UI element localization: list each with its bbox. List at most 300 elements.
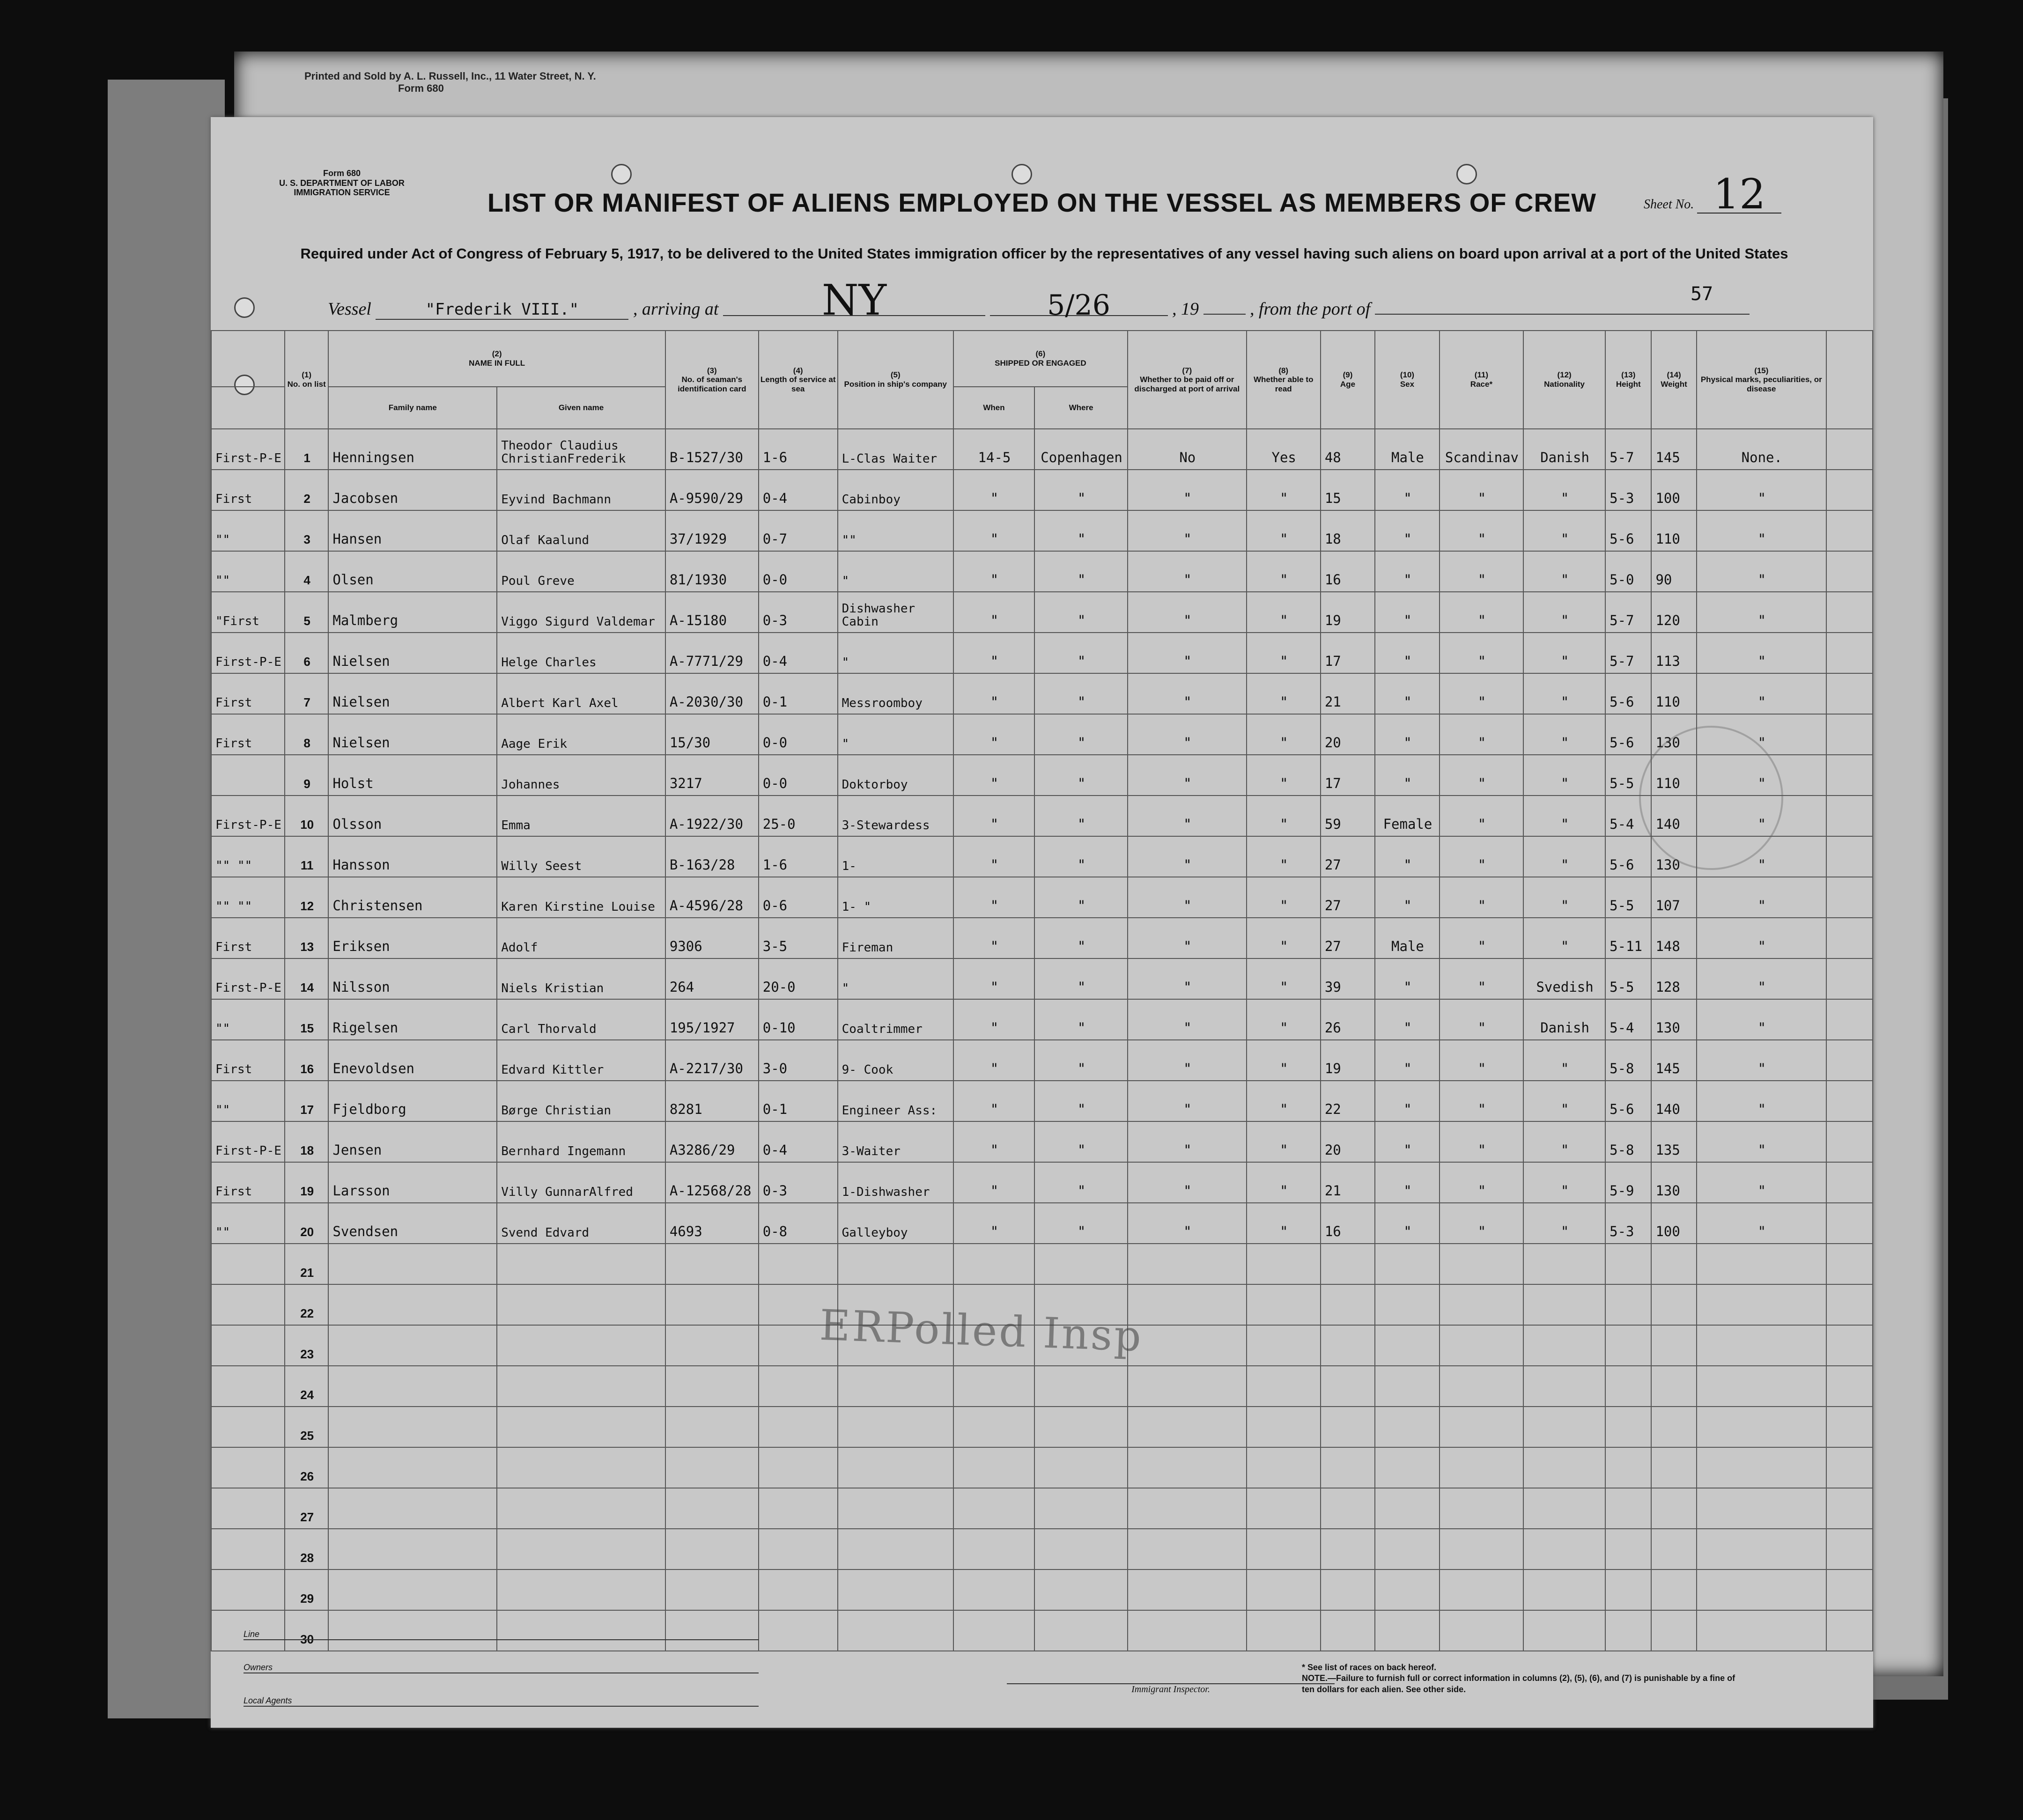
ship-position: " xyxy=(838,551,953,592)
service-length: 1-6 xyxy=(759,836,838,877)
empty-cell xyxy=(665,1366,759,1407)
empty-cell xyxy=(1605,1569,1651,1610)
shipped-when: " xyxy=(953,1203,1034,1244)
empty-cell xyxy=(1697,1325,1826,1366)
given-name: Aage Erik xyxy=(497,714,665,755)
empty-cell xyxy=(1826,1244,1873,1284)
empty-cell xyxy=(759,1244,838,1284)
shipped-when: " xyxy=(953,1040,1034,1081)
weight: 110 xyxy=(1651,510,1696,551)
empty-cell xyxy=(1826,1610,1873,1651)
form-reference: Form 680 U. S. DEPARTMENT OF LABOR IMMIGRATION SERVICE xyxy=(279,169,405,198)
shipped-where: " xyxy=(1034,1081,1128,1121)
given-name: Willy Seest xyxy=(497,836,665,877)
empty-cell xyxy=(497,1447,665,1488)
given-name: Karen Kirstine Louise xyxy=(497,877,665,918)
page-number: 57 xyxy=(1691,283,1713,305)
faint-stamp xyxy=(1639,726,1783,870)
empty-cell xyxy=(497,1529,665,1569)
row-number: 3 xyxy=(285,510,329,551)
family-name: Larsson xyxy=(328,1162,497,1203)
ship-position: Cabinboy xyxy=(838,470,953,510)
height: 5-7 xyxy=(1605,633,1651,673)
given-name: Poul Greve xyxy=(497,551,665,592)
nationality: " xyxy=(1523,1203,1605,1244)
extra-cell xyxy=(1826,470,1873,510)
family-name: Malmberg xyxy=(328,592,497,633)
id-card-number: 264 xyxy=(665,958,759,999)
empty-cell xyxy=(759,1366,838,1407)
nationality: " xyxy=(1523,1081,1605,1121)
race: " xyxy=(1440,673,1523,714)
service-length: 0-1 xyxy=(759,673,838,714)
empty-cell xyxy=(1440,1244,1523,1284)
empty-cell xyxy=(328,1366,497,1407)
service-length: 20-0 xyxy=(759,958,838,999)
shipped-where: " xyxy=(1034,633,1128,673)
service-length: 1-6 xyxy=(759,429,838,470)
col-shipped-header: (6) SHIPPED OR ENGAGED xyxy=(953,331,1128,387)
arrival-date: 5/26 xyxy=(990,295,1168,316)
empty-cell xyxy=(1826,1569,1873,1610)
empty-cell xyxy=(1128,1610,1247,1651)
empty-cell xyxy=(497,1488,665,1529)
service-length: 0-7 xyxy=(759,510,838,551)
height: 5-5 xyxy=(1605,755,1651,796)
row-number: 5 xyxy=(285,592,329,633)
weight: 113 xyxy=(1651,633,1696,673)
nationality: " xyxy=(1523,796,1605,836)
arrival-year xyxy=(1203,314,1246,315)
age: 15 xyxy=(1321,470,1375,510)
empty-cell xyxy=(1440,1325,1523,1366)
empty-cell xyxy=(1034,1407,1128,1447)
empty-cell xyxy=(1651,1610,1696,1651)
row-number: 2 xyxy=(285,470,329,510)
sheet-number-value: 12 xyxy=(1697,176,1781,214)
row-note: First xyxy=(211,1162,285,1203)
empty-cell xyxy=(1247,1488,1321,1529)
empty-cell xyxy=(1247,1529,1321,1569)
able-to-read: " xyxy=(1247,592,1321,633)
able-to-read: " xyxy=(1247,796,1321,836)
empty-cell xyxy=(328,1569,497,1610)
empty-cell xyxy=(1605,1529,1651,1569)
empty-cell xyxy=(1651,1488,1696,1529)
empty-cell xyxy=(1826,1284,1873,1325)
col-sex-header: (10) Sex xyxy=(1375,331,1440,429)
able-to-read: " xyxy=(1247,551,1321,592)
weight: 145 xyxy=(1651,1040,1696,1081)
service-length: 0-3 xyxy=(759,592,838,633)
empty-cell xyxy=(1375,1366,1440,1407)
table-row xyxy=(211,1162,1873,1203)
height: 5-11 xyxy=(1605,918,1651,958)
row-note: First-P-E xyxy=(211,633,285,673)
given-name: Olaf Kaalund xyxy=(497,510,665,551)
empty-cell xyxy=(211,1284,285,1325)
table-row xyxy=(211,1407,1873,1447)
ship-position: L-Clas Waiter xyxy=(838,429,953,470)
empty-cell xyxy=(211,1244,285,1284)
shipped-where: " xyxy=(1034,999,1128,1040)
id-card-number: A-2217/30 xyxy=(665,1040,759,1081)
id-card-number: 9306 xyxy=(665,918,759,958)
extra-cell xyxy=(1826,1203,1873,1244)
shipped-where: " xyxy=(1034,1203,1128,1244)
empty-cell xyxy=(497,1325,665,1366)
id-card-number: B-1527/30 xyxy=(665,429,759,470)
row-note: "" "" xyxy=(211,877,285,918)
id-card-number: A-15180 xyxy=(665,592,759,633)
sex: " xyxy=(1375,1203,1440,1244)
physical-marks: " xyxy=(1697,796,1826,836)
manifest-rows xyxy=(211,429,1873,1651)
ship-position: Engineer Ass: xyxy=(838,1081,953,1121)
binder-left-edge xyxy=(108,80,225,1718)
height: 5-7 xyxy=(1605,429,1651,470)
table-row xyxy=(211,918,1873,958)
ship-position: Galleyboy xyxy=(838,1203,953,1244)
extra-cell xyxy=(1826,1121,1873,1162)
age: 20 xyxy=(1321,1121,1375,1162)
empty-cell xyxy=(1128,1488,1247,1529)
paid-off: " xyxy=(1128,918,1247,958)
extra-cell xyxy=(1826,999,1873,1040)
empty-cell xyxy=(665,1244,759,1284)
physical-marks: " xyxy=(1697,918,1826,958)
row-note: First-P-E xyxy=(211,796,285,836)
table-row xyxy=(211,877,1873,918)
empty-cell xyxy=(1247,1244,1321,1284)
shipped-where: " xyxy=(1034,918,1128,958)
empty-cell xyxy=(1651,1325,1696,1366)
shipped-where: " xyxy=(1034,592,1128,633)
sex: " xyxy=(1375,877,1440,918)
weight: 128 xyxy=(1651,958,1696,999)
sex: " xyxy=(1375,633,1440,673)
col-age-header: (9) Age xyxy=(1321,331,1375,429)
empty-cell xyxy=(1523,1325,1605,1366)
age: 17 xyxy=(1321,633,1375,673)
table-row xyxy=(211,1203,1873,1244)
empty-cell xyxy=(1128,1447,1247,1488)
race: " xyxy=(1440,470,1523,510)
id-card-number: 15/30 xyxy=(665,714,759,755)
row-number: 24 xyxy=(285,1366,329,1407)
able-to-read: " xyxy=(1247,714,1321,755)
weight: 148 xyxy=(1651,918,1696,958)
nationality: " xyxy=(1523,877,1605,918)
col-family-name-header: Family name xyxy=(328,387,497,429)
weight: 145 xyxy=(1651,429,1696,470)
row-note: "" xyxy=(211,1203,285,1244)
age: 59 xyxy=(1321,796,1375,836)
empty-cell xyxy=(1651,1569,1696,1610)
paid-off: " xyxy=(1128,1203,1247,1244)
able-to-read: " xyxy=(1247,999,1321,1040)
height: 5-0 xyxy=(1605,551,1651,592)
margin-header xyxy=(211,331,285,387)
height: 5-5 xyxy=(1605,877,1651,918)
ship-position: "" xyxy=(838,510,953,551)
race: " xyxy=(1440,1162,1523,1203)
physical-marks: " xyxy=(1697,1040,1826,1081)
given-name: Johannes xyxy=(497,755,665,796)
weight: 130 xyxy=(1651,1162,1696,1203)
col-weight-header: (14) Weight xyxy=(1651,331,1696,429)
extra-cell xyxy=(1826,1081,1873,1121)
physical-marks: " xyxy=(1697,1081,1826,1121)
col-height-header: (13) Height xyxy=(1605,331,1651,429)
weight: 140 xyxy=(1651,1081,1696,1121)
row-number: 27 xyxy=(285,1488,329,1529)
row-number: 22 xyxy=(285,1284,329,1325)
empty-cell xyxy=(1697,1488,1826,1529)
nationality: " xyxy=(1523,1040,1605,1081)
paid-off: " xyxy=(1128,796,1247,836)
col-no-header: (1) No. on list xyxy=(285,331,329,429)
sex: " xyxy=(1375,510,1440,551)
empty-cell xyxy=(328,1244,497,1284)
empty-cell xyxy=(497,1284,665,1325)
table-row xyxy=(211,1569,1873,1610)
nationality: " xyxy=(1523,592,1605,633)
race: " xyxy=(1440,755,1523,796)
family-name: Henningsen xyxy=(328,429,497,470)
extra-cell xyxy=(1826,510,1873,551)
empty-cell xyxy=(1697,1407,1826,1447)
empty-cell xyxy=(1247,1284,1321,1325)
empty-cell xyxy=(1440,1488,1523,1529)
shipped-where: " xyxy=(1034,958,1128,999)
id-card-number: A-1922/30 xyxy=(665,796,759,836)
sex: " xyxy=(1375,1040,1440,1081)
row-number: 20 xyxy=(285,1203,329,1244)
given-name: Theodor Claudius ChristianFrederik xyxy=(497,429,665,470)
height: 5-6 xyxy=(1605,836,1651,877)
nationality: Danish xyxy=(1523,999,1605,1040)
empty-cell xyxy=(1697,1529,1826,1569)
punch-hole xyxy=(1456,164,1477,184)
given-name: Bernhard Ingemann xyxy=(497,1121,665,1162)
height: 5-6 xyxy=(1605,673,1651,714)
col-when-header: When xyxy=(953,387,1034,429)
footer-notes: * See list of races on back hereof. NOTE.—Failure to furnish full or correct information in columns (2), (5), (6), and (7) is punishable by a fine of ten dollars for each alien. See other side. xyxy=(1302,1663,1735,1694)
empty-cell xyxy=(1605,1284,1651,1325)
row-number: 19 xyxy=(285,1162,329,1203)
physical-marks: " xyxy=(1697,1203,1826,1244)
row-number: 26 xyxy=(285,1447,329,1488)
paid-off: " xyxy=(1128,836,1247,877)
height: 5-6 xyxy=(1605,510,1651,551)
table-row xyxy=(211,673,1873,714)
vessel-name: "Frederik VIII." xyxy=(376,300,628,320)
extra-cell xyxy=(1826,836,1873,877)
empty-cell xyxy=(1697,1284,1826,1325)
shipped-when: " xyxy=(953,1162,1034,1203)
shipped-when: " xyxy=(953,877,1034,918)
shipped-when: " xyxy=(953,999,1034,1040)
sex: " xyxy=(1375,1162,1440,1203)
race: " xyxy=(1440,592,1523,633)
empty-cell xyxy=(1440,1569,1523,1610)
ship-position: 3-Stewardess xyxy=(838,796,953,836)
table-row xyxy=(211,1040,1873,1081)
weight: 130 xyxy=(1651,836,1696,877)
physical-marks: " xyxy=(1697,1121,1826,1162)
family-name: Hansen xyxy=(328,510,497,551)
empty-cell xyxy=(1034,1244,1128,1284)
weight: 100 xyxy=(1651,470,1696,510)
height: 5-9 xyxy=(1605,1162,1651,1203)
empty-cell xyxy=(1321,1284,1375,1325)
able-to-read: " xyxy=(1247,755,1321,796)
table-row xyxy=(211,714,1873,755)
able-to-read: " xyxy=(1247,836,1321,877)
ship-position: 1-Dishwasher xyxy=(838,1162,953,1203)
empty-cell xyxy=(1247,1569,1321,1610)
age: 21 xyxy=(1321,1162,1375,1203)
sex: " xyxy=(1375,673,1440,714)
family-name: Eriksen xyxy=(328,918,497,958)
ship-position: 1- xyxy=(838,836,953,877)
empty-cell xyxy=(1523,1488,1605,1529)
empty-cell xyxy=(1440,1447,1523,1488)
vessel-line: Vessel "Frederik VIII." , arriving at NY 5/26 , 19 , from the port of xyxy=(328,286,1750,320)
empty-cell xyxy=(328,1284,497,1325)
nationality: " xyxy=(1523,673,1605,714)
weight: 107 xyxy=(1651,877,1696,918)
paid-off: " xyxy=(1128,1121,1247,1162)
empty-cell xyxy=(665,1529,759,1569)
manifest-sheet xyxy=(211,117,1873,1728)
age: 27 xyxy=(1321,918,1375,958)
row-number: 13 xyxy=(285,918,329,958)
empty-cell xyxy=(211,1325,285,1366)
empty-cell xyxy=(1321,1488,1375,1529)
col-given-name-header: Given name xyxy=(497,387,665,429)
age: 27 xyxy=(1321,836,1375,877)
empty-cell xyxy=(1605,1325,1651,1366)
row-note: First-P-E xyxy=(211,429,285,470)
physical-marks: " xyxy=(1697,714,1826,755)
empty-cell xyxy=(1128,1325,1247,1366)
sex: " xyxy=(1375,714,1440,755)
empty-cell xyxy=(1247,1407,1321,1447)
row-note: First xyxy=(211,918,285,958)
row-number: 6 xyxy=(285,633,329,673)
margin-subheader xyxy=(211,387,285,429)
nationality: " xyxy=(1523,510,1605,551)
table-row xyxy=(211,551,1873,592)
row-number: 14 xyxy=(285,958,329,999)
empty-cell xyxy=(497,1569,665,1610)
physical-marks: " xyxy=(1697,592,1826,633)
id-card-number: 37/1929 xyxy=(665,510,759,551)
race: " xyxy=(1440,958,1523,999)
height: 5-4 xyxy=(1605,999,1651,1040)
empty-cell xyxy=(1034,1529,1128,1569)
table-row xyxy=(211,633,1873,673)
empty-cell xyxy=(1651,1366,1696,1407)
extra-cell xyxy=(1826,958,1873,999)
id-card-number: A-12568/28 xyxy=(665,1162,759,1203)
empty-cell xyxy=(1034,1569,1128,1610)
able-to-read: " xyxy=(1247,470,1321,510)
shipped-where: " xyxy=(1034,755,1128,796)
empty-cell xyxy=(211,1366,285,1407)
physical-marks: " xyxy=(1697,999,1826,1040)
table-row xyxy=(211,999,1873,1040)
empty-cell xyxy=(1826,1325,1873,1366)
empty-cell xyxy=(1826,1529,1873,1569)
family-name: Fjeldborg xyxy=(328,1081,497,1121)
paid-off: " xyxy=(1128,633,1247,673)
service-length: 0-8 xyxy=(759,1203,838,1244)
shipped-when: " xyxy=(953,592,1034,633)
row-note: First-P-E xyxy=(211,958,285,999)
col-where-header: Where xyxy=(1034,387,1128,429)
physical-marks: " xyxy=(1697,755,1826,796)
physical-marks: " xyxy=(1697,510,1826,551)
inspector-signature-line: Immigrant Inspector. xyxy=(1007,1683,1335,1695)
paid-off: " xyxy=(1128,877,1247,918)
paid-off: " xyxy=(1128,958,1247,999)
given-name: Viggo Sigurd Valdemar xyxy=(497,592,665,633)
shipped-when: " xyxy=(953,470,1034,510)
col-marks-header: (15) Physical marks, peculiarities, or disease xyxy=(1697,331,1826,429)
weight: 135 xyxy=(1651,1121,1696,1162)
service-length: 3-0 xyxy=(759,1040,838,1081)
weight: 120 xyxy=(1651,592,1696,633)
empty-cell xyxy=(1697,1244,1826,1284)
paid-off: " xyxy=(1128,1162,1247,1203)
service-length: 3-5 xyxy=(759,918,838,958)
shipped-where: " xyxy=(1034,510,1128,551)
given-name: Eyvind Bachmann xyxy=(497,470,665,510)
empty-cell xyxy=(1605,1447,1651,1488)
service-length: 0-0 xyxy=(759,755,838,796)
empty-cell xyxy=(1523,1447,1605,1488)
given-name: Niels Kristian xyxy=(497,958,665,999)
sex: " xyxy=(1375,999,1440,1040)
age: 21 xyxy=(1321,673,1375,714)
empty-cell xyxy=(328,1529,497,1569)
empty-cell xyxy=(1128,1569,1247,1610)
row-note: First xyxy=(211,470,285,510)
family-name: Enevoldsen xyxy=(328,1040,497,1081)
row-note: First-P-E xyxy=(211,1121,285,1162)
empty-cell xyxy=(838,1529,953,1569)
nationality: " xyxy=(1523,551,1605,592)
empty-cell xyxy=(1034,1366,1128,1407)
row-note xyxy=(211,755,285,796)
row-number: 12 xyxy=(285,877,329,918)
col-race-header: (11) Race* xyxy=(1440,331,1523,429)
empty-cell xyxy=(953,1488,1034,1529)
able-to-read: " xyxy=(1247,1081,1321,1121)
age: 22 xyxy=(1321,1081,1375,1121)
family-name: Jacobsen xyxy=(328,470,497,510)
physical-marks: " xyxy=(1697,470,1826,510)
handwritten-note: ERPolled Insp xyxy=(819,1300,1144,1362)
paid-off: " xyxy=(1128,1040,1247,1081)
service-length: 25-0 xyxy=(759,796,838,836)
empty-cell xyxy=(1697,1447,1826,1488)
able-to-read: " xyxy=(1247,1040,1321,1081)
ship-position: " xyxy=(838,714,953,755)
